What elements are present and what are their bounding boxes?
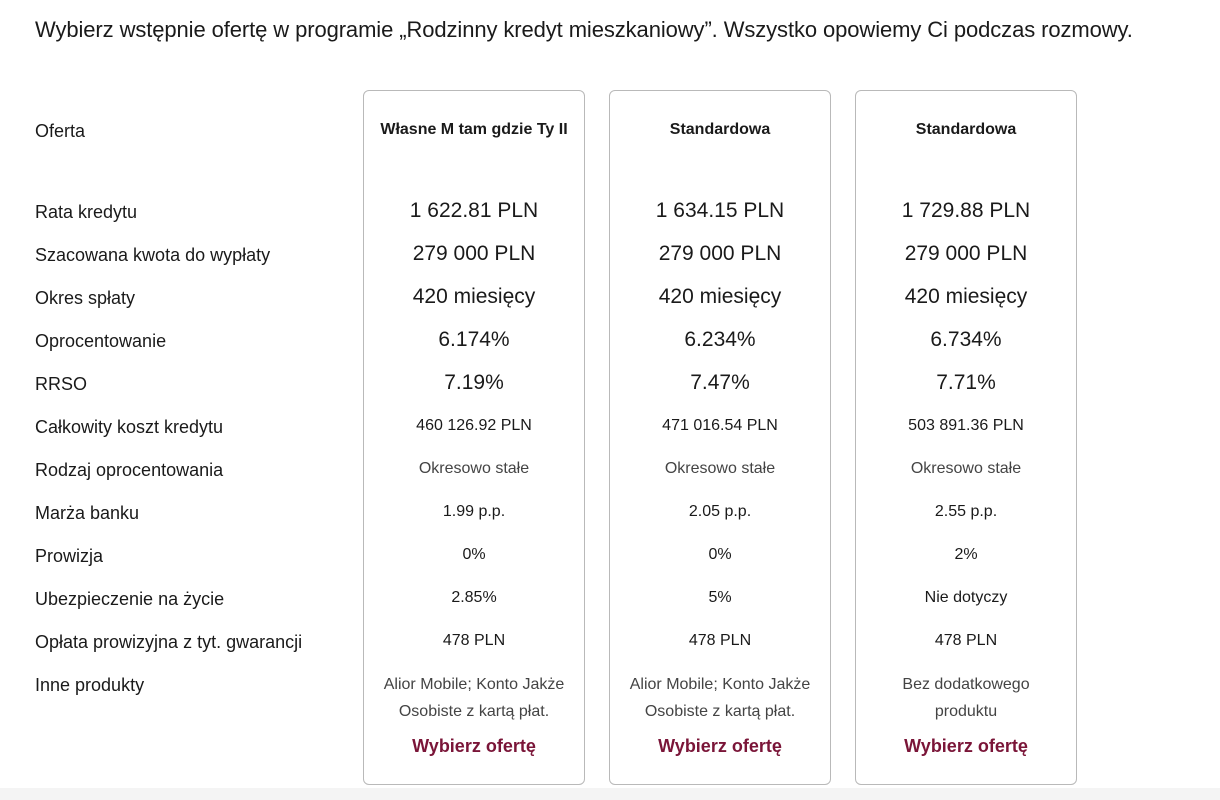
- offer-name: Własne M tam gdzie Ty II: [380, 121, 568, 138]
- offer-rodzaj: Okresowo stałe: [910, 460, 1022, 477]
- offer-name: Standardowa: [669, 121, 771, 138]
- offer-rata: 1 729.88 PLN: [901, 199, 1031, 222]
- offer-inne: Alior Mobile; Konto Jakże Osobiste z kartą płat.: [383, 676, 565, 720]
- choose-offer-button[interactable]: Wybierz ofertę: [412, 736, 536, 756]
- label-oferta: Oferta: [35, 121, 86, 141]
- label-oprocentowanie: Oprocentowanie: [35, 331, 167, 351]
- offer-rodzaj: Okresowo stałe: [664, 460, 776, 477]
- offer-kwota: 279 000 PLN: [658, 242, 782, 265]
- offer-card-3: [855, 90, 1077, 785]
- label-ubezpieczenie: Ubezpieczenie na życie: [35, 589, 225, 609]
- offer-card-2: [609, 90, 831, 785]
- label-inne: Inne produkty: [35, 675, 145, 695]
- offer-inne: Alior Mobile; Konto Jakże Osobiste z kartą płat.: [629, 676, 811, 720]
- offer-name: Standardowa: [915, 121, 1017, 138]
- offer-kwota: 279 000 PLN: [904, 242, 1028, 265]
- offer-oprocentowanie: 6.174%: [438, 328, 510, 351]
- label-koszt: Całkowity koszt kredytu: [35, 417, 224, 437]
- label-marza: Marża banku: [35, 503, 140, 523]
- offer-koszt: 460 126.92 PLN: [416, 417, 532, 434]
- offer-oplata: 478 PLN: [442, 632, 506, 649]
- offer-marza: 2.55 p.p.: [934, 503, 998, 520]
- choose-offer-button[interactable]: Wybierz ofertę: [658, 736, 782, 756]
- label-kwota: Szacowana kwota do wypłaty: [35, 245, 271, 265]
- offer-oprocentowanie: 6.734%: [930, 328, 1002, 351]
- page-intro: Wybierz wstępnie ofertę w programie „Rodzinny kredyt mieszkaniowy”. Wszystko opowiemy Ci podczas rozmowy.: [35, 17, 1133, 42]
- offer-rodzaj: Okresowo stałe: [418, 460, 530, 477]
- offer-card-1: [363, 90, 585, 785]
- label-oplata: Opłata prowizyjna z tyt. gwarancji: [35, 632, 303, 652]
- page-bottom-strip: [0, 788, 1220, 800]
- offer-marza: 1.99 p.p.: [442, 503, 506, 520]
- offer-okres: 420 miesięcy: [658, 285, 782, 308]
- offer-ubezpieczenie: 2.85%: [451, 589, 497, 606]
- offer-rrso: 7.71%: [936, 371, 996, 394]
- label-prowizja: Prowizja: [35, 546, 104, 566]
- label-rodzaj: Rodzaj oprocentowania: [35, 460, 224, 480]
- offer-rrso: 7.47%: [690, 371, 750, 394]
- offer-kwota: 279 000 PLN: [412, 242, 536, 265]
- label-okres: Okres spłaty: [35, 288, 136, 308]
- offer-okres: 420 miesięcy: [904, 285, 1028, 308]
- label-rrso: RRSO: [35, 374, 88, 394]
- offer-prowizja: 0%: [708, 546, 732, 563]
- offer-prowizja: 2%: [954, 546, 978, 563]
- choose-offer-button[interactable]: Wybierz ofertę: [904, 736, 1028, 756]
- offer-inne: Bez dodatkowego produktu: [902, 676, 1030, 720]
- label-rata: Rata kredytu: [35, 202, 138, 222]
- offer-ubezpieczenie: Nie dotyczy: [924, 589, 1008, 606]
- offer-rata: 1 622.81 PLN: [409, 199, 539, 222]
- offer-koszt: 503 891.36 PLN: [908, 417, 1024, 434]
- offer-ubezpieczenie: 5%: [708, 589, 732, 606]
- offer-oplata: 478 PLN: [688, 632, 752, 649]
- offer-prowizja: 0%: [462, 546, 486, 563]
- offer-okres: 420 miesięcy: [412, 285, 536, 308]
- offer-rata: 1 634.15 PLN: [655, 199, 785, 222]
- offer-oplata: 478 PLN: [934, 632, 998, 649]
- offer-koszt: 471 016.54 PLN: [662, 417, 778, 434]
- offer-marza: 2.05 p.p.: [688, 503, 752, 520]
- offer-rrso: 7.19%: [444, 371, 504, 394]
- offer-oprocentowanie: 6.234%: [684, 328, 756, 351]
